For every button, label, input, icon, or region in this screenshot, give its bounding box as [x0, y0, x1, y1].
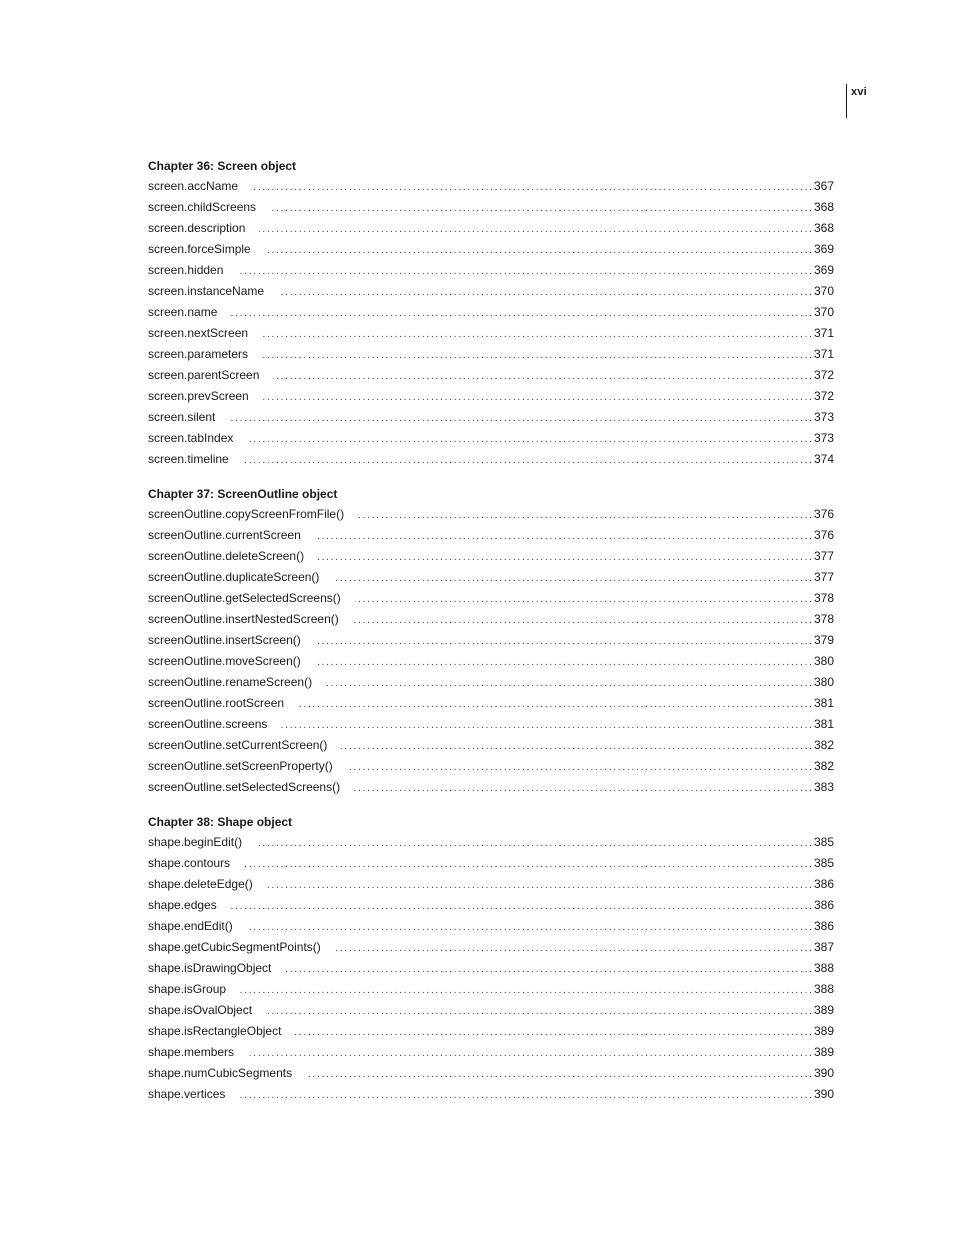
- toc-entry[interactable]: [148, 651, 834, 672]
- toc-entry-page: 390: [813, 1087, 834, 1101]
- dot-leader: [273, 366, 812, 387]
- toc-entry-page: 390: [813, 1066, 834, 1080]
- toc-entry-name: screen.accName: [148, 179, 239, 193]
- toc-entry[interactable]: [148, 609, 834, 630]
- toc-entry-name: screen.childScreens: [148, 200, 257, 214]
- toc-entry-name: shape.beginEdit(): [148, 835, 243, 849]
- toc-entry[interactable]: [148, 239, 834, 260]
- toc-entry-name: shape.isOvalObject: [148, 1003, 253, 1017]
- toc-entry[interactable]: [148, 1063, 834, 1084]
- toc-entry-page: 383: [813, 780, 834, 794]
- dot-leader: [341, 736, 812, 757]
- toc-entry-page: 389: [813, 1003, 834, 1017]
- toc-entry-page: 386: [813, 919, 834, 933]
- toc-entry-name: screenOutline.currentScreen: [148, 528, 301, 542]
- toc-entry[interactable]: [148, 853, 834, 874]
- dot-leader: [240, 980, 812, 1001]
- toc-entry-page: 378: [813, 591, 834, 605]
- toc-entry-page: 385: [813, 856, 834, 870]
- dot-leader: [237, 261, 812, 282]
- toc-entry-page: 382: [813, 738, 834, 752]
- dot-leader: [281, 715, 812, 736]
- toc-entry-page: 377: [813, 570, 834, 584]
- toc-entry-page: 382: [813, 759, 834, 773]
- dot-leader: [256, 833, 812, 854]
- dot-leader: [318, 547, 812, 568]
- dot-leader: [326, 673, 812, 694]
- toc-entry[interactable]: [148, 323, 834, 344]
- toc-entry-page: 380: [813, 654, 834, 668]
- toc-entry-page: 378: [813, 612, 834, 626]
- dot-leader: [252, 177, 812, 198]
- toc-entry-name: screen.instanceName: [148, 284, 265, 298]
- toc-entry-page: 379: [813, 633, 834, 647]
- dot-leader: [229, 408, 812, 429]
- toc-entry-name: screen.parentScreen: [148, 368, 260, 382]
- toc-entry-page: 376: [813, 528, 834, 542]
- toc-entry[interactable]: [148, 735, 834, 756]
- dot-leader: [231, 896, 812, 917]
- toc-entry-page: 381: [813, 717, 834, 731]
- toc-entry[interactable]: [148, 588, 834, 609]
- toc-entry[interactable]: [148, 218, 834, 239]
- toc-entry-page: 389: [813, 1024, 834, 1038]
- toc-entry[interactable]: [148, 407, 834, 428]
- chapter-heading[interactable]: Chapter 36: Screen object: [148, 159, 297, 173]
- page-number: xvi: [851, 86, 867, 98]
- toc-entry-name: shape.isRectangleObject: [148, 1024, 282, 1038]
- toc-entry-name: screenOutline.duplicateScreen(): [148, 570, 320, 584]
- dot-leader: [247, 917, 812, 938]
- toc-entry-page: 374: [813, 452, 834, 466]
- dot-leader: [262, 324, 812, 345]
- dot-leader: [285, 959, 812, 980]
- dot-leader: [243, 450, 812, 471]
- dot-leader: [231, 303, 812, 324]
- toc-entry-page: 370: [813, 305, 834, 319]
- toc-entry[interactable]: [148, 958, 834, 979]
- dot-leader: [298, 694, 812, 715]
- dot-leader: [355, 589, 812, 610]
- toc-entry-name: screen.forceSimple: [148, 242, 251, 256]
- toc-entry-name: shape.contours: [148, 856, 231, 870]
- dot-leader: [333, 568, 812, 589]
- toc-entry[interactable]: [148, 281, 834, 302]
- toc-entry[interactable]: [148, 546, 834, 567]
- toc-entry-name: screen.hidden: [148, 263, 224, 277]
- dot-leader: [354, 778, 812, 799]
- toc-entry-name: screen.parameters: [148, 347, 249, 361]
- toc-entry-page: 388: [813, 961, 834, 975]
- dot-leader: [259, 219, 812, 240]
- dot-leader: [335, 938, 812, 959]
- toc-entry-page: 371: [813, 347, 834, 361]
- toc-entry-page: 386: [813, 898, 834, 912]
- toc-entry-page: 371: [813, 326, 834, 340]
- chapter-heading[interactable]: Chapter 37: ScreenOutline object: [148, 487, 338, 501]
- toc-entry-name: shape.members: [148, 1045, 235, 1059]
- dot-leader: [262, 345, 812, 366]
- toc-entry-name: shape.isGroup: [148, 982, 227, 996]
- toc-entry-name: screen.timeline: [148, 452, 229, 466]
- toc-entry-page: 368: [813, 200, 834, 214]
- toc-entry[interactable]: [148, 567, 834, 588]
- toc-entry-name: screen.silent: [148, 410, 216, 424]
- dot-leader: [266, 1001, 812, 1022]
- toc-entry-page: 372: [813, 368, 834, 382]
- toc-entry-name: shape.isDrawingObject: [148, 961, 272, 975]
- dot-leader: [358, 505, 812, 526]
- dot-leader: [270, 198, 812, 219]
- toc-entry-name: shape.deleteEdge(): [148, 877, 253, 891]
- toc-entry-name: screenOutline.screens: [148, 717, 268, 731]
- toc-entry-name: shape.numCubicSegments: [148, 1066, 293, 1080]
- toc-entry-page: 368: [813, 221, 834, 235]
- toc-entry-page: 381: [813, 696, 834, 710]
- toc-entry-name: screen.name: [148, 305, 218, 319]
- toc-entry[interactable]: [148, 979, 834, 1000]
- toc-entry[interactable]: [148, 344, 834, 365]
- toc-entry[interactable]: [148, 365, 834, 386]
- dot-leader: [248, 1043, 812, 1064]
- toc-entry-page: 370: [813, 284, 834, 298]
- chapter-heading[interactable]: Chapter 38: Shape object: [148, 815, 293, 829]
- dot-leader: [353, 610, 812, 631]
- toc-entry[interactable]: [148, 1084, 834, 1105]
- toc-entry-name: screen.description: [148, 221, 246, 235]
- toc-entry-name: screenOutline.rootScreen: [148, 696, 285, 710]
- toc-entry[interactable]: [148, 302, 834, 323]
- table-of-contents: [148, 157, 834, 1120]
- toc-entry[interactable]: [148, 895, 834, 916]
- toc-entry-page: 386: [813, 877, 834, 891]
- toc-entry-page: 373: [813, 431, 834, 445]
- toc-entry[interactable]: [148, 832, 834, 853]
- toc-entry-name: screenOutline.setScreenProperty(): [148, 759, 333, 773]
- toc-entry[interactable]: [148, 260, 834, 281]
- toc-entry-page: 380: [813, 675, 834, 689]
- toc-entry-page: 388: [813, 982, 834, 996]
- toc-entry[interactable]: [148, 449, 834, 470]
- dot-leader: [315, 652, 812, 673]
- toc-entry-page: 372: [813, 389, 834, 403]
- toc-entry-name: screenOutline.setCurrentScreen(): [148, 738, 328, 752]
- toc-entry-page: 369: [813, 263, 834, 277]
- toc-entry-page: 369: [813, 242, 834, 256]
- toc-entry-name: screenOutline.renameScreen(): [148, 675, 313, 689]
- toc-entry-name: screenOutline.getSelectedScreens(): [148, 591, 341, 605]
- toc-entry[interactable]: [148, 504, 834, 525]
- toc-entry-page: 387: [813, 940, 834, 954]
- toc-entry[interactable]: [148, 428, 834, 449]
- toc-entry-name: shape.vertices: [148, 1087, 226, 1101]
- dot-leader: [315, 526, 812, 547]
- toc-entry[interactable]: [148, 525, 834, 546]
- toc-chapter: [148, 485, 834, 798]
- toc-entry-page: 385: [813, 835, 834, 849]
- toc-entry-name: shape.edges: [148, 898, 217, 912]
- toc-entry[interactable]: [148, 1021, 834, 1042]
- toc-chapter: [148, 813, 834, 1105]
- toc-entry[interactable]: [148, 916, 834, 937]
- toc-entry-page: 373: [813, 410, 834, 424]
- toc-entry-name: screenOutline.deleteScreen(): [148, 549, 305, 563]
- toc-entry[interactable]: [148, 777, 834, 798]
- toc-entry[interactable]: [148, 937, 834, 958]
- dot-leader: [263, 387, 812, 408]
- toc-entry-page: 367: [813, 179, 834, 193]
- toc-entry-name: screenOutline.insertScreen(): [148, 633, 301, 647]
- toc-entry-name: screenOutline.copyScreenFromFile(): [148, 507, 345, 521]
- toc-entry-page: 389: [813, 1045, 834, 1059]
- dot-leader: [265, 240, 812, 261]
- toc-entry-page: 376: [813, 507, 834, 521]
- toc-entry[interactable]: [148, 630, 834, 651]
- toc-entry-name: screenOutline.insertNestedScreen(): [148, 612, 339, 626]
- toc-entry-name: screenOutline.setSelectedScreens(): [148, 780, 341, 794]
- toc-entry-name: screen.prevScreen: [148, 389, 249, 403]
- toc-entry-name: screenOutline.moveScreen(): [148, 654, 301, 668]
- toc-entry[interactable]: [148, 672, 834, 693]
- toc-entry[interactable]: [148, 874, 834, 895]
- toc-entry[interactable]: [148, 756, 834, 777]
- toc-entry[interactable]: [148, 693, 834, 714]
- toc-entry[interactable]: [148, 714, 834, 735]
- dot-leader: [306, 1064, 812, 1085]
- dot-leader: [267, 875, 812, 896]
- dot-leader: [295, 1022, 812, 1043]
- toc-entry-page: 377: [813, 549, 834, 563]
- dot-leader: [244, 854, 812, 875]
- toc-entry-name: screen.nextScreen: [148, 326, 249, 340]
- dot-leader: [247, 429, 812, 450]
- dot-leader: [278, 282, 812, 303]
- toc-entry[interactable]: [148, 386, 834, 407]
- toc-entry[interactable]: [148, 176, 834, 197]
- dot-leader: [347, 757, 812, 778]
- toc-entry-name: shape.getCubicSegmentPoints(): [148, 940, 321, 954]
- toc-entry-name: shape.endEdit(): [148, 919, 233, 933]
- toc-entry[interactable]: [148, 197, 834, 218]
- toc-entry[interactable]: [148, 1042, 834, 1063]
- dot-leader: [239, 1085, 812, 1106]
- header-rule: [846, 84, 847, 118]
- toc-entry-name: screen.tabIndex: [148, 431, 234, 445]
- toc-chapter: [148, 157, 834, 470]
- toc-entry[interactable]: [148, 1000, 834, 1021]
- dot-leader: [315, 631, 812, 652]
